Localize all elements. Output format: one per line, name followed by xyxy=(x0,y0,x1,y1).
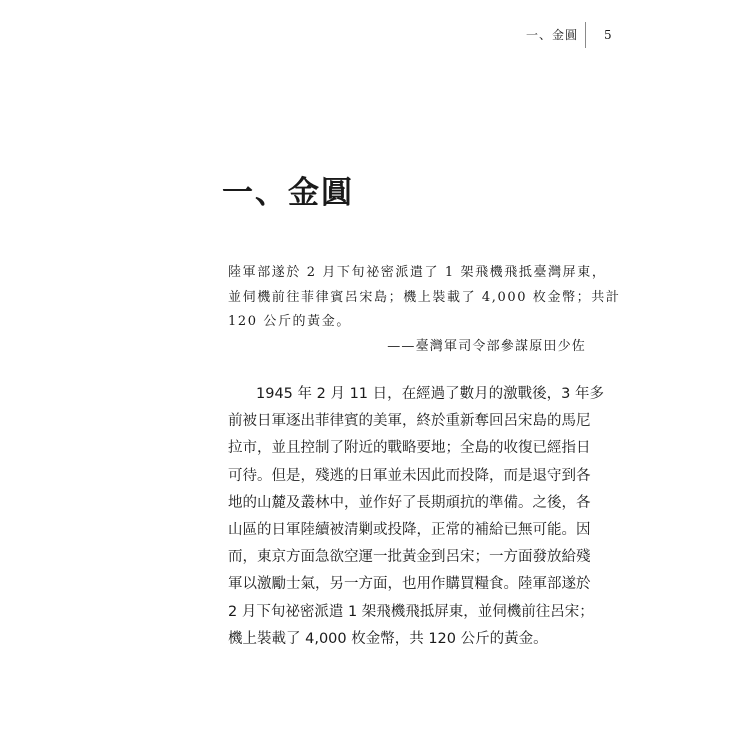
body-line: 可待。但是，殘逃的日軍並未因此而投降，而是退守到各 xyxy=(228,467,591,484)
epigraph-line: 120 公斤的黃金。 xyxy=(228,314,351,329)
epigraph-line: 並伺機前往菲律賓呂宋島；機上裝載了 4,000 枚金幣；共計 xyxy=(228,289,621,305)
body-line: 1945 年 2 月 11 日，在經過了數月的激戰後，3 年多 xyxy=(256,386,604,402)
running-header-chapter: 一、金圓 xyxy=(525,28,578,42)
body-line: 前被日軍逐出菲律賓的美軍，終於重新奪回呂宋島的馬尼 xyxy=(228,413,591,430)
body-line: 軍以激勵士氣，另一方面，也用作購買糧食。陸軍部遂於 xyxy=(228,576,591,593)
epigraph-attribution: ——臺灣軍司令部參謀原田少佐 xyxy=(387,338,586,354)
body-line: 2 月下旬祕密派遣 1 架飛機飛抵屏東，並伺機前往呂宋； xyxy=(228,603,594,620)
body-line: 而，東京方面急欲空運一批黃金到呂宋；一方面發放給殘 xyxy=(228,549,591,566)
body-line: 拉市，並且控制了附近的戰略要地；全島的收復已經指日 xyxy=(228,440,591,457)
body-line: 山區的日軍陸續被清剿或投降，正常的補給已無可能。因 xyxy=(228,522,591,539)
body-line: 地的山麓及叢林中，並作好了長期頑抗的準備。之後，各 xyxy=(228,494,591,511)
chapter-title: 一、金圓 xyxy=(222,175,354,211)
page-number: 5 xyxy=(604,28,612,42)
header-divider xyxy=(585,22,586,48)
running-header xyxy=(0,26,750,46)
epigraph-line: 陸軍部遂於 2 月下旬祕密派遣了 1 架飛機飛抵臺灣屏東， xyxy=(228,265,607,280)
body-line: 機上裝載了 4,000 枚金幣，共 120 公斤的黃金。 xyxy=(228,630,548,647)
epigraph xyxy=(228,261,621,359)
body-paragraph xyxy=(228,381,604,653)
